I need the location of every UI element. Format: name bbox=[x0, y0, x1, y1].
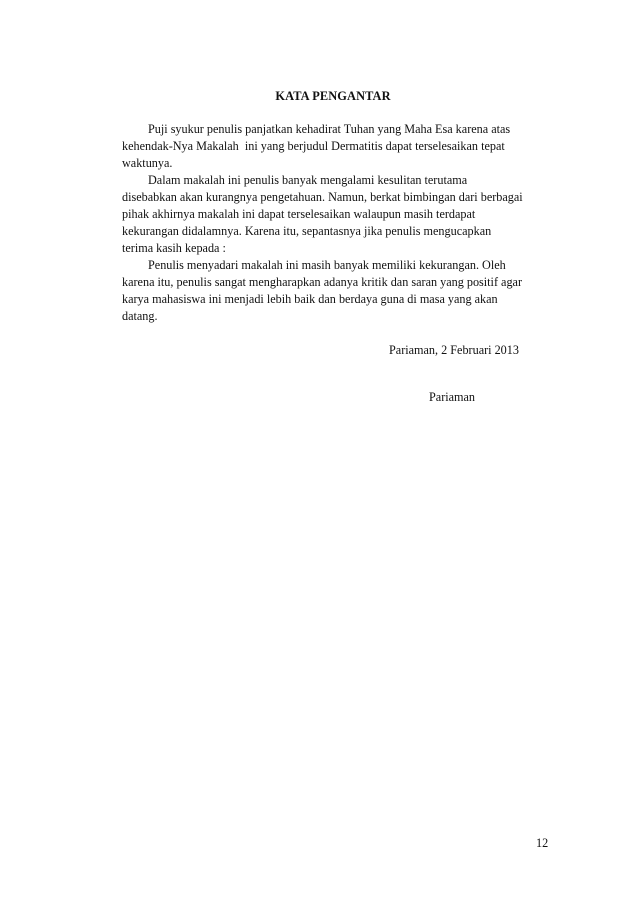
paragraph-line: disebabkan akan kurangnya pengetahuan. Namun, berkat bimbingan dari berbagai bbox=[122, 190, 523, 204]
page-number: 12 bbox=[536, 836, 549, 850]
paragraph-line: terima kasih kepada : bbox=[122, 241, 226, 255]
paragraph-line: Penulis menyadari makalah ini masih banyak memiliki kekurangan. Oleh bbox=[148, 258, 506, 272]
signature-name: Pariaman bbox=[429, 390, 476, 404]
paragraph-line: datang. bbox=[122, 309, 158, 323]
paragraph-line: waktunya. bbox=[122, 156, 173, 170]
paragraph-line: Puji syukur penulis panjatkan kehadirat Tuhan yang Maha Esa karena atas bbox=[148, 122, 511, 136]
paragraph-line: kekurangan didalamnya. Karena itu, sepantasnya jika penulis mengucapkan bbox=[122, 224, 492, 238]
page-title: KATA PENGANTAR bbox=[275, 89, 391, 103]
paragraph-line: karya mahasiswa ini menjadi lebih baik dan berdaya guna di masa yang akan bbox=[122, 292, 498, 306]
paragraph-line: karena itu, penulis sangat mengharapkan adanya kritik dan saran yang positif agar bbox=[122, 275, 523, 289]
paragraph-line: Dalam makalah ini penulis banyak mengalami kesulitan terutama bbox=[148, 173, 468, 187]
place-date: Pariaman, 2 Februari 2013 bbox=[389, 343, 519, 357]
paragraph-line: kehendak-Nya Makalah ini yang berjudul Dermatitis dapat terselesaikan tepat bbox=[122, 139, 505, 153]
paragraph-line: pihak akhirnya makalah ini dapat terselesaikan walaupun masih terdapat bbox=[122, 207, 476, 221]
